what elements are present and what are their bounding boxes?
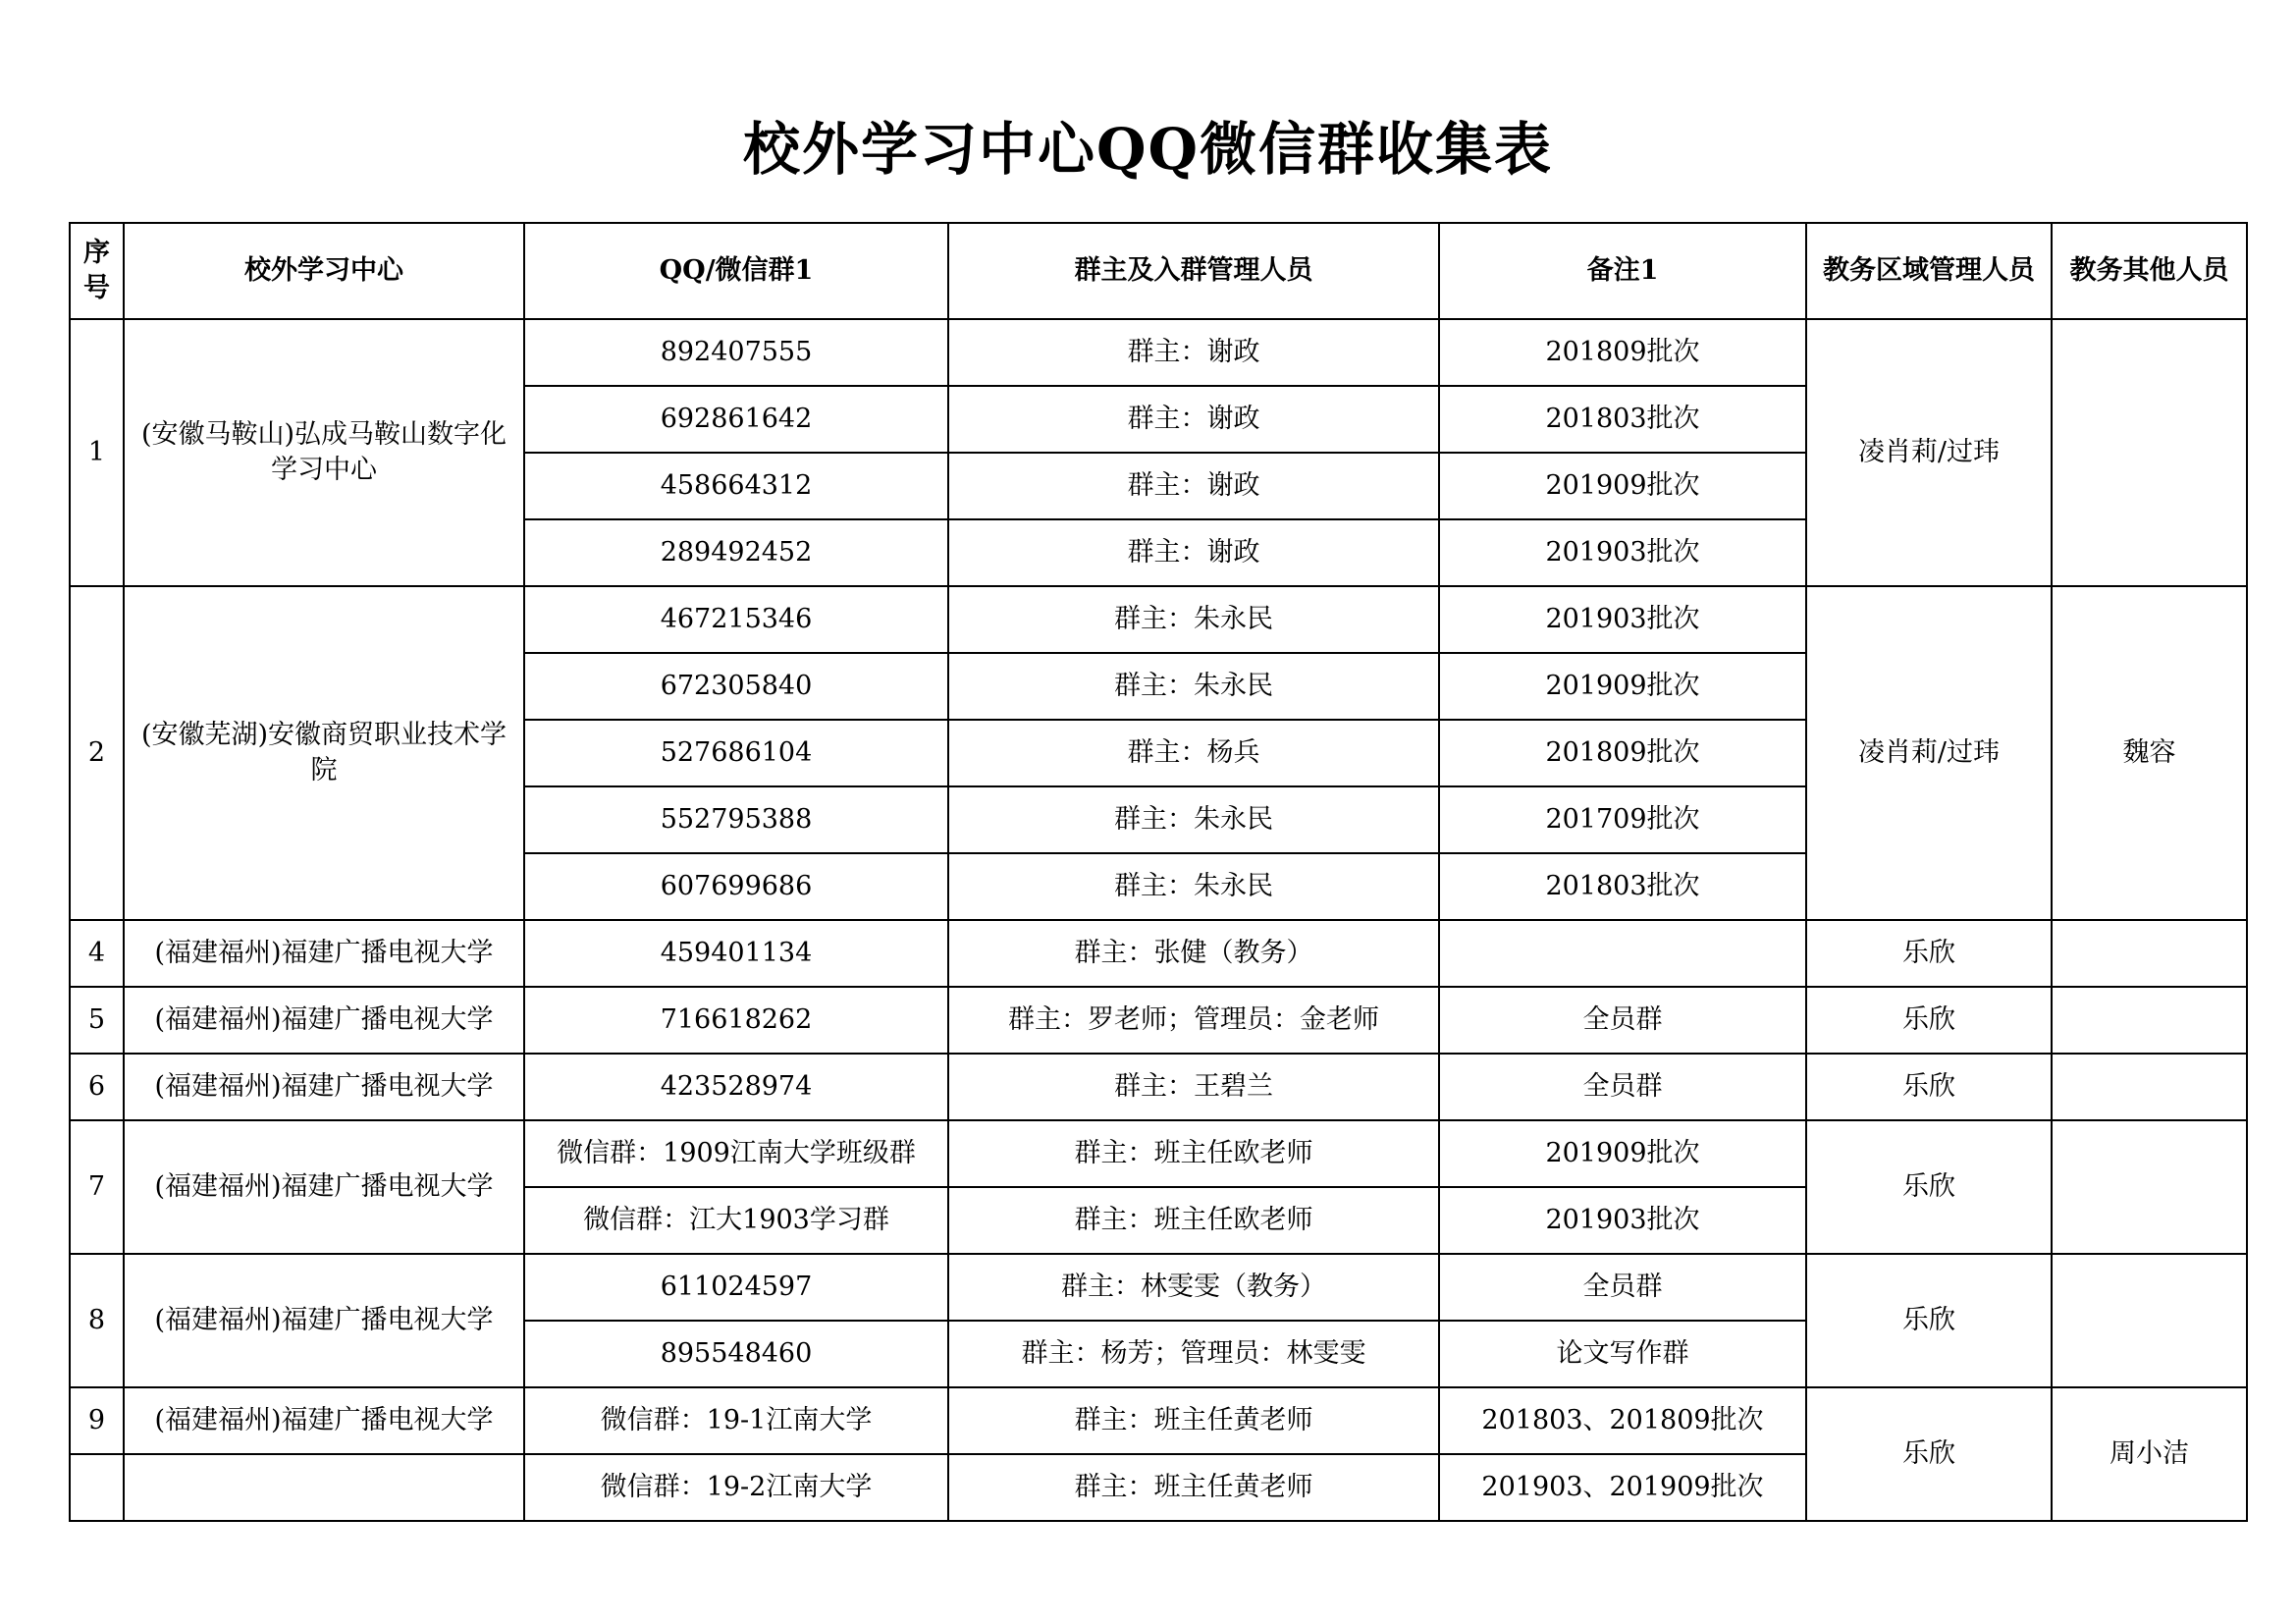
owner-cell: 群主：王碧兰	[948, 1054, 1439, 1120]
area-manager-cell: 乐欣	[1806, 1054, 2052, 1120]
seq-cell: 2	[70, 586, 124, 920]
table-row	[70, 1054, 2247, 1120]
owner-cell: 群主：杨芳；管理员：林雯雯	[948, 1321, 1439, 1387]
note-cell	[1439, 920, 1806, 987]
header-seq: 序号	[70, 223, 124, 319]
owner-cell: 群主：谢政	[948, 519, 1439, 586]
owner-cell: 群主：班主任黄老师	[948, 1387, 1439, 1454]
center-cell: (福建福州)福建广播电视大学	[124, 1054, 524, 1120]
group-cell: 672305840	[524, 653, 948, 720]
table-row	[70, 1254, 2247, 1321]
other-staff-cell	[2052, 1054, 2247, 1120]
seq-cell: 8	[70, 1254, 124, 1387]
group-cell: 892407555	[524, 319, 948, 386]
area-manager-cell: 乐欣	[1806, 987, 2052, 1054]
note-cell: 201809批次	[1439, 319, 1806, 386]
seq-cell	[70, 1454, 124, 1521]
group-cell: 微信群：1909江南大学班级群	[524, 1120, 948, 1187]
other-staff-cell	[2052, 987, 2247, 1054]
owner-cell: 群主：罗老师；管理员：金老师	[948, 987, 1439, 1054]
owner-cell: 群主：朱永民	[948, 653, 1439, 720]
owner-cell: 群主：班主任欧老师	[948, 1120, 1439, 1187]
center-cell: (福建福州)福建广播电视大学	[124, 1387, 524, 1454]
note-cell: 全员群	[1439, 1254, 1806, 1321]
group-cell: 611024597	[524, 1254, 948, 1321]
group-cell: 423528974	[524, 1054, 948, 1120]
group-cell: 527686104	[524, 720, 948, 786]
note-cell: 201903批次	[1439, 1187, 1806, 1254]
area-manager-cell: 乐欣	[1806, 920, 2052, 987]
owner-cell: 群主：朱永民	[948, 786, 1439, 853]
center-cell: (福建福州)福建广播电视大学	[124, 1254, 524, 1387]
owner-cell: 群主：朱永民	[948, 853, 1439, 920]
table-row	[70, 920, 2247, 987]
owner-cell: 群主：张健（教务）	[948, 920, 1439, 987]
area-manager-cell: 凌肖莉/过玮	[1806, 319, 2052, 586]
table-row	[70, 319, 2247, 386]
table-row	[70, 987, 2247, 1054]
seq-cell: 7	[70, 1120, 124, 1254]
header-other-staff: 教务其他人员	[2052, 223, 2247, 319]
area-manager-cell: 乐欣	[1806, 1387, 2052, 1521]
group-cell: 微信群：江大1903学习群	[524, 1187, 948, 1254]
seq-cell: 5	[70, 987, 124, 1054]
note-cell: 201903批次	[1439, 519, 1806, 586]
other-staff-cell	[2052, 1254, 2247, 1387]
table-row	[70, 1387, 2247, 1454]
group-cell: 微信群：19-2江南大学	[524, 1454, 948, 1521]
group-cell: 692861642	[524, 386, 948, 453]
header-area-manager: 教务区域管理人员	[1806, 223, 2052, 319]
other-staff-cell: 魏容	[2052, 586, 2247, 920]
center-cell: (安徽马鞍山)弘成马鞍山数字化学习中心	[124, 319, 524, 586]
note-cell: 201803批次	[1439, 853, 1806, 920]
table-row	[70, 1120, 2247, 1187]
note-cell: 201909批次	[1439, 653, 1806, 720]
center-cell: (安徽芜湖)安徽商贸职业技术学院	[124, 586, 524, 920]
other-staff-cell	[2052, 920, 2247, 987]
seq-cell: 1	[70, 319, 124, 586]
other-staff-cell	[2052, 319, 2247, 586]
group-cell: 552795388	[524, 786, 948, 853]
other-staff-cell	[2052, 1120, 2247, 1254]
center-cell: (福建福州)福建广播电视大学	[124, 1120, 524, 1254]
owner-cell: 群主：谢政	[948, 319, 1439, 386]
table-row	[70, 586, 2247, 653]
seq-cell: 6	[70, 1054, 124, 1120]
data-table	[69, 222, 2248, 1522]
owner-cell: 群主：班主任黄老师	[948, 1454, 1439, 1521]
note-cell: 论文写作群	[1439, 1321, 1806, 1387]
owner-cell: 群主：林雯雯（教务）	[948, 1254, 1439, 1321]
seq-cell: 9	[70, 1387, 124, 1454]
owner-cell: 群主：班主任欧老师	[948, 1187, 1439, 1254]
center-cell	[124, 1454, 524, 1521]
group-cell: 467215346	[524, 586, 948, 653]
note-cell: 201803批次	[1439, 386, 1806, 453]
group-cell: 716618262	[524, 987, 948, 1054]
page-title: 校外学习中心QQ微信群收集表	[742, 116, 1554, 183]
header-note: 备注1	[1439, 223, 1806, 319]
note-cell: 201909批次	[1439, 1120, 1806, 1187]
header-owner: 群主及入群管理人员	[948, 223, 1439, 319]
seq-cell: 4	[70, 920, 124, 987]
group-cell: 458664312	[524, 453, 948, 519]
owner-cell: 群主：谢政	[948, 453, 1439, 519]
group-cell: 微信群：19-1江南大学	[524, 1387, 948, 1454]
note-cell: 201909批次	[1439, 453, 1806, 519]
area-manager-cell: 凌肖莉/过玮	[1806, 586, 2052, 920]
owner-cell: 群主：朱永民	[948, 586, 1439, 653]
owner-cell: 群主：谢政	[948, 386, 1439, 453]
header-group: QQ/微信群1	[524, 223, 948, 319]
note-cell: 201903批次	[1439, 586, 1806, 653]
group-cell: 459401134	[524, 920, 948, 987]
note-cell: 201709批次	[1439, 786, 1806, 853]
header-center: 校外学习中心	[124, 223, 524, 319]
group-cell: 607699686	[524, 853, 948, 920]
note-cell: 全员群	[1439, 987, 1806, 1054]
header-row	[70, 223, 2247, 319]
group-cell: 289492452	[524, 519, 948, 586]
note-cell: 201803、201809批次	[1439, 1387, 1806, 1454]
area-manager-cell: 乐欣	[1806, 1120, 2052, 1254]
group-cell: 895548460	[524, 1321, 948, 1387]
owner-cell: 群主：杨兵	[948, 720, 1439, 786]
note-cell: 201809批次	[1439, 720, 1806, 786]
note-cell: 201903、201909批次	[1439, 1454, 1806, 1521]
center-cell: (福建福州)福建广播电视大学	[124, 987, 524, 1054]
center-cell: (福建福州)福建广播电视大学	[124, 920, 524, 987]
other-staff-cell: 周小洁	[2052, 1387, 2247, 1521]
area-manager-cell: 乐欣	[1806, 1254, 2052, 1387]
note-cell: 全员群	[1439, 1054, 1806, 1120]
